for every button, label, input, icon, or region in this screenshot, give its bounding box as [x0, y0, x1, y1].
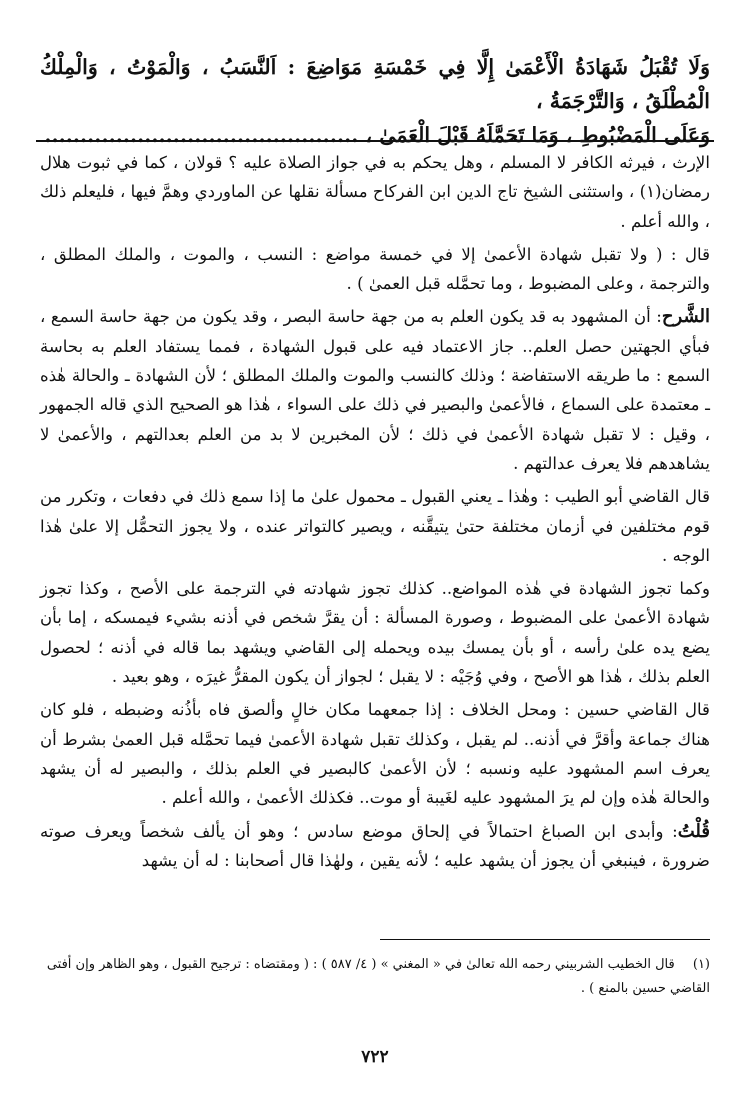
commentary-text — [40, 148, 710, 875]
footnote-rule — [380, 939, 710, 940]
matn-dots: ............................................ — [44, 123, 359, 147]
paragraph: الإرث ، فيرثه الكافر لا المسلم ، وهل يحكم به في جواز الصلاة عليه ؟ قولان ، كما في ثبوت هلال رمضان(١) ، واستثنى الشيخ تاج الدين ابن الفركاح مسألة نقلها عن الماوردي وهمَّ فيها ، فليعلم ذلك ، والله أعلم . — [40, 153, 710, 231]
paragraph — [40, 302, 710, 478]
matn-line-text: وَعَلَى الْمَضْبُوطِ ، وَمَا تَحَمَّلَهُ قَبْلَ الْعَمَىٰ ، — [365, 123, 710, 147]
paragraph-text: : وأبدى ابن الصباغ احتمالاً في إلحاق موضع سادس ؛ وهو أن يألف شخصاً ويعرف صوته ضرورة ، فينبغي أن يجوز أن يشهد عليه ؛ لأنه يقين ، ولهٰذا قال أصحابنا : له أن يشهد — [40, 821, 710, 870]
matn-text — [40, 50, 710, 152]
section-label: الشَّرح — [661, 306, 710, 328]
section-label: قُلْتُ — [677, 820, 710, 842]
paragraph: قال : ( ولا تقبل شهادة الأعمىٰ إلا في خمسة مواضع : النسب ، والموت ، والملك المطلق ، والترجمة ، وعلى المضبوط ، وما تحمَّله قبل العمىٰ ) . — [40, 244, 710, 294]
paragraph — [40, 817, 710, 876]
paragraph: قال القاضي حسين : ومحل الخلاف : إذا جمعهما مكان خالٍ وألصق فاه بأذُنه وضبطه ، فلو كان هناك جماعة وأقرَّ في أذنه.. لم يقبل ، وكذلك تقبل شهادة الأعمىٰ فيما تحمَّله قبل العمىٰ بشرط أن يعرف اسم المشهود عليه ونسبه ؛ لأن الأعمىٰ كالبصير في العلم بذلك ، والبصير له أن يشهد والحالة هٰذه وإن لم يرَ المشهود عليه لغَيبة أو موت.. فكذلك الأعمىٰ ، والله أعلم . — [40, 700, 710, 808]
page-number: ٧٢٢ — [361, 1047, 389, 1067]
separator-rule — [36, 140, 714, 142]
paragraph-text: : أن المشهود به قد يكون العلم به من جهة حاسة البصر ، وقد يكون من جهة حاسة السمع ، فبأي الجهتين حصل العلم.. جاز الاعتماد فيه على قبول الشهادة ، فمما يستفاد العلم به بحاسة السمع : ما طريقه الاستفاضة ؛ وذلك كالنسب والموت والملك المطلق ؛ لأن الشهادة ـ والحالة هٰذه ـ معتمدة على السماع ، فالأعمىٰ والبصير في ذلك على السواء ، هٰذا هو الصحيح الذي قاله الجمهور ، وقيل : لا تقبل شهادة الأعمىٰ في ذلك ؛ لأن المخبرين لا بد من العلم بعدالتهم ، والأعمىٰ لا يشاهدهم فلا يعرف عدالتهم . — [40, 307, 710, 473]
footnote-text: قال الخطيب الشربيني رحمه الله تعالىٰ في « المغني » ( ٤/ ٥٨٧ ) : ( ومقتضاه : ترجيح القبول ، وهو الظاهر وإن أفتى القاضي حسين بالمنع ) . — [46, 957, 710, 996]
matn-line — [40, 118, 710, 152]
footnote-number: (١) — [692, 957, 710, 972]
footnote — [40, 953, 710, 1001]
matn-line: وَلَا تُقْبَلُ شَهَادَةُ الْأَعْمَىٰ إِلَّا فِي خَمْسَةِ مَوَاضِعَ : اَلنَّسَبُ ، وَالْمَوْتُ ، وَالْمِلْكُ الْمُطْلَقُ ، وَالتَّرْجَمَةُ ، — [40, 55, 710, 113]
paragraph: قال القاضي أبو الطيب : وهٰذا ـ يعني القبول ـ محمول علىٰ ما إذا سمع ذلك في دفعات ، وتكرر من قوم مختلفين في أزمان مختلفة حتىٰ يتيقَّنه ، ويصير كالتواتر عنده ، ولا يجوز التحمُّل إلا علىٰ هٰذا الوجه . — [40, 487, 710, 565]
paragraph: وكما تجوز الشهادة في هٰذه المواضع.. كذلك تجوز شهادته في الترجمة على الأصح ، وكذا تجوز شهادة الأعمىٰ على المضبوط ، وصورة المسألة : أن يقرَّ شخص في أذنه بشيء فيمسكه ، إما بأن يضع يده علىٰ رأسه ، أو بأن يمسك بيده ويحمله إلى القاضي ويشهد بما قاله في أذنه ؛ لحصول العلم بذلك ، هٰذا هو الأصح ، وفي وُجَيْه : لا يقبل ؛ لجواز أن يكون المقرُّ غيرَه ، وهو بعيد . — [40, 579, 710, 687]
